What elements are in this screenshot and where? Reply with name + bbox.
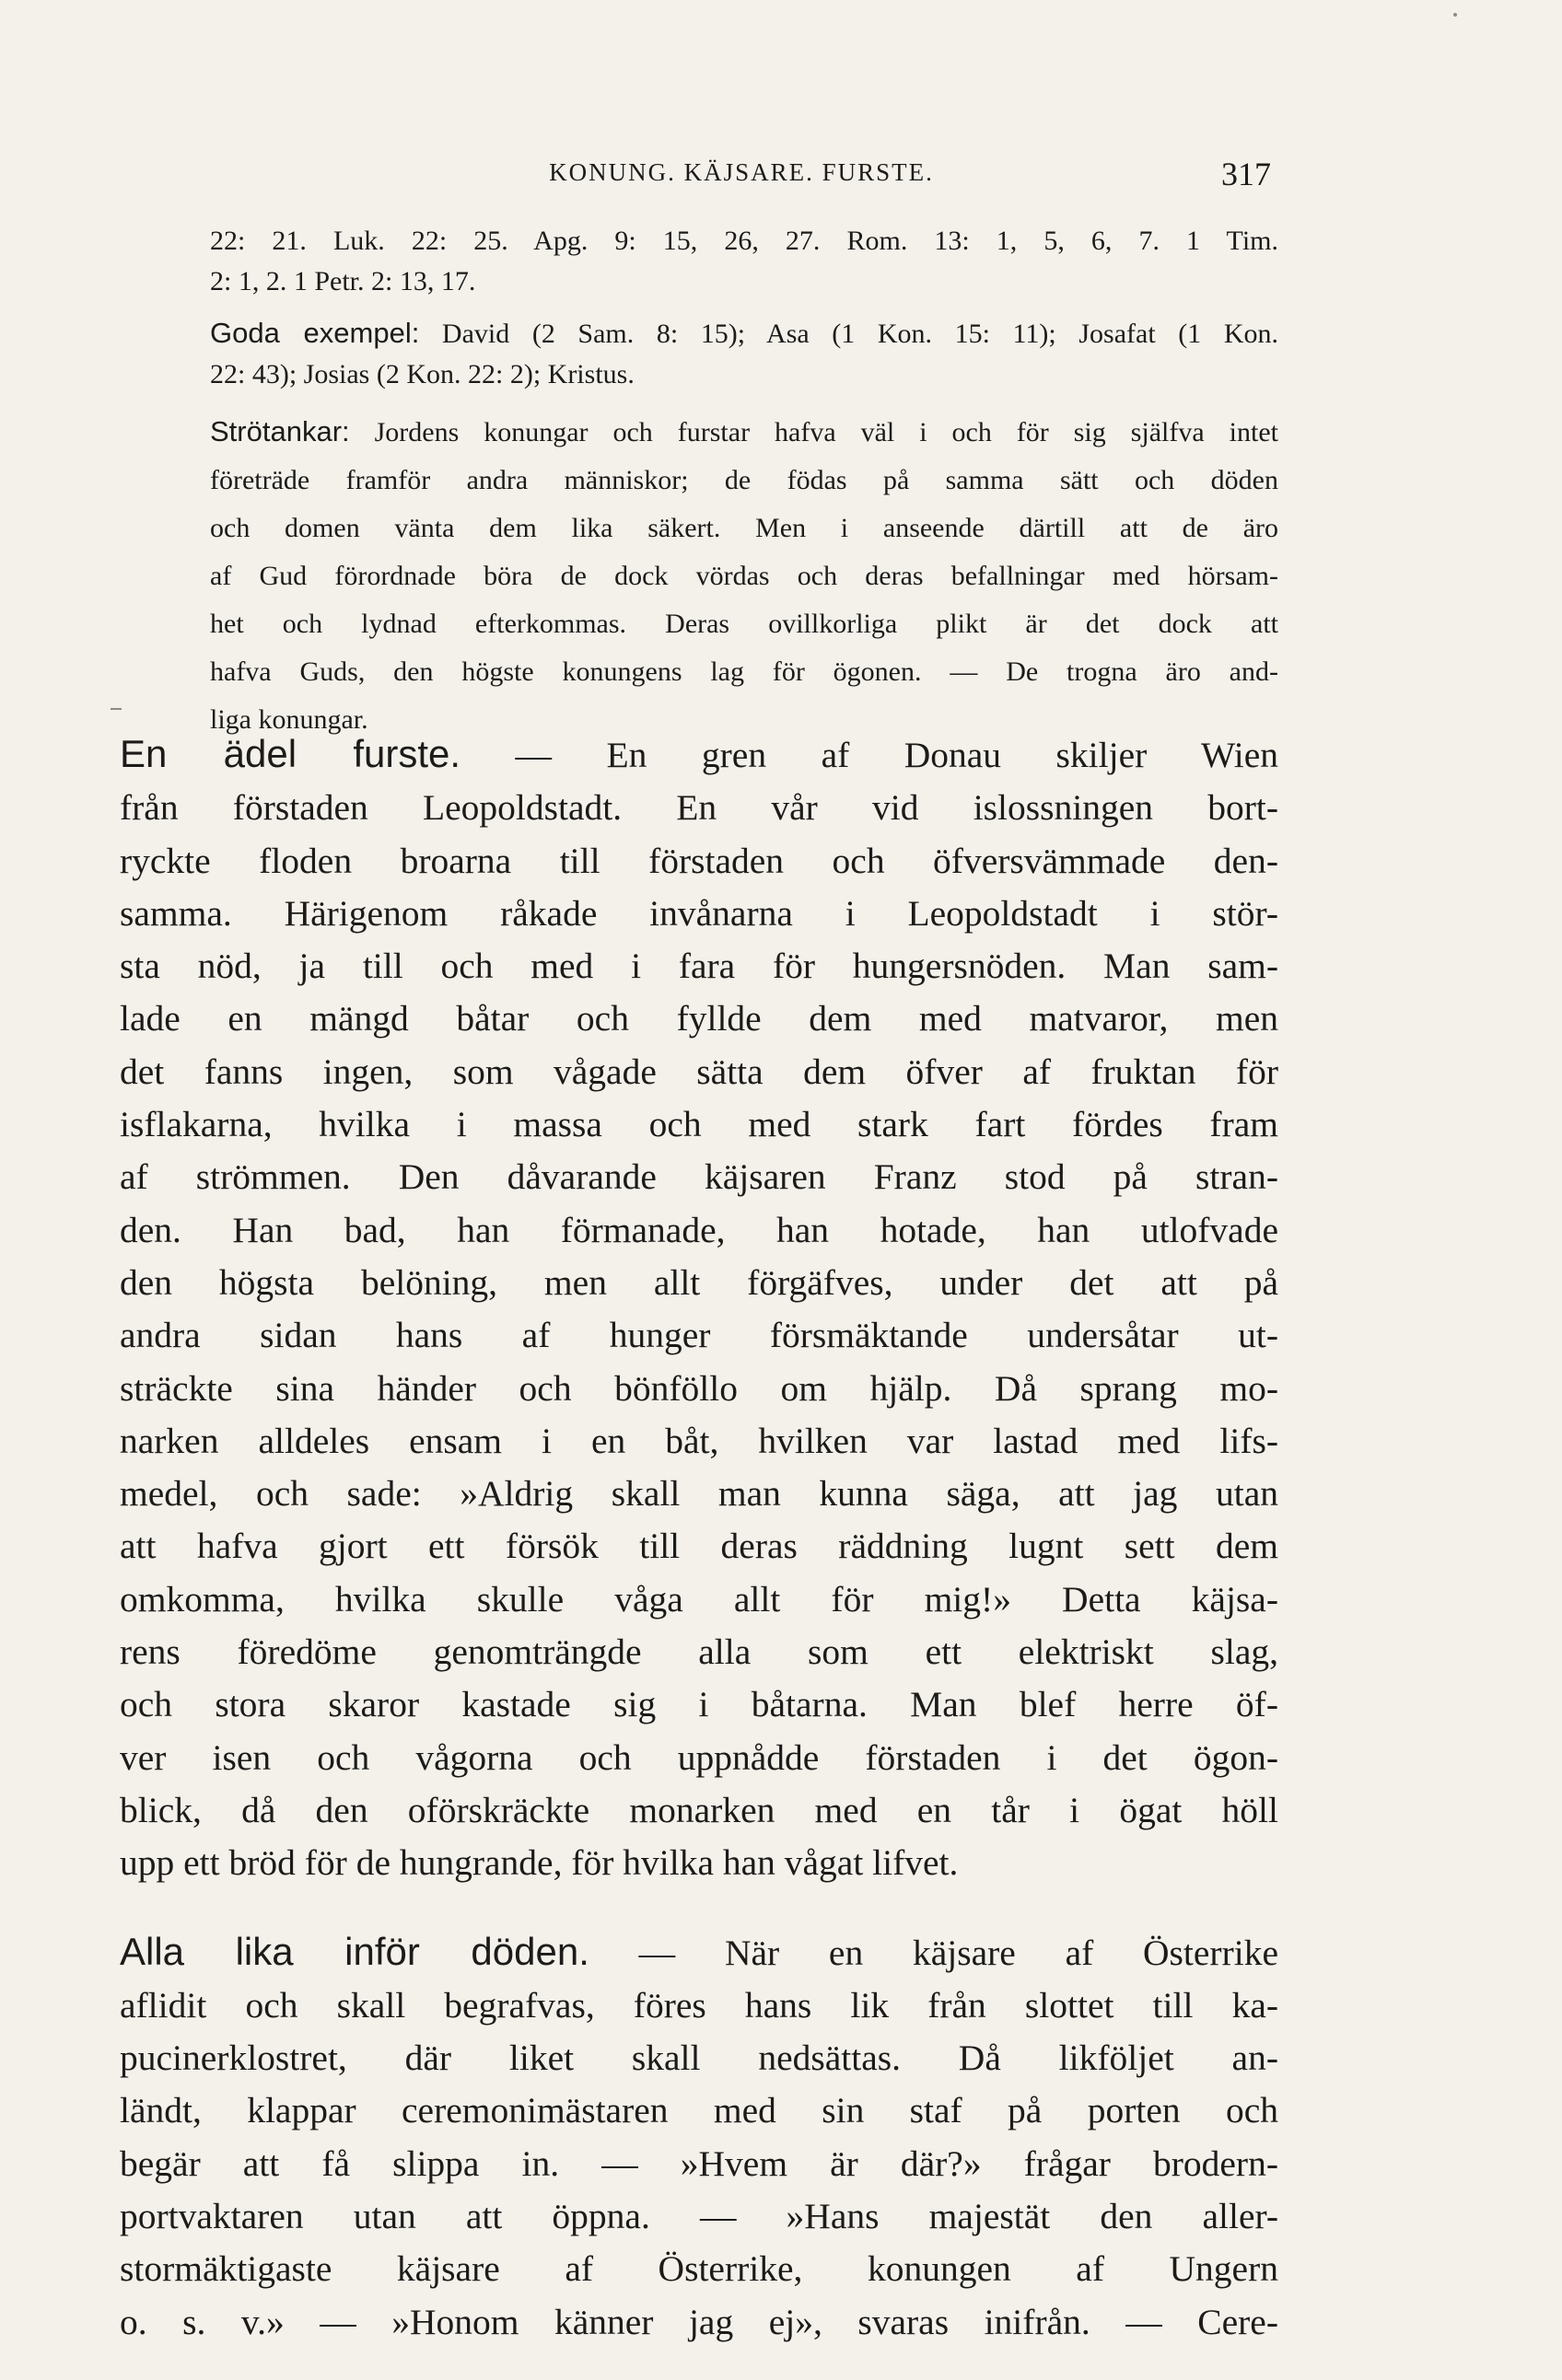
body-line: — När en käjsare af Österrike [589, 1932, 1278, 1973]
body-line: sta nöd, ja till och med i fara för hungersnöden. Man sam- [120, 946, 1278, 987]
body-line: o. s. v.» — »Honom känner jag ej», svaras inifrån. — Cere- [120, 2301, 1278, 2342]
body-line: upp ett bröd för de hungrande, för hvilka han vågat lifvet. [120, 1842, 959, 1884]
body-line: att hafva gjort ett försök till deras räddning lugnt sett dem [120, 1526, 1278, 1567]
section-heading: Alla lika inför döden. [120, 1929, 589, 1973]
body-line: af strömmen. Den dåvarande käjsaren Franz stod på stran- [120, 1156, 1278, 1198]
references-block [210, 221, 1278, 744]
body-line: från förstaden Leopoldstadt. En vår vid islossningen bort- [120, 787, 1278, 829]
stray-thoughts-label: Strötankar: [210, 415, 350, 447]
body-line: narken alldeles ensam i en båt, hvilken var lastad med lifs- [120, 1420, 1278, 1461]
thoughts-line: och domen vänta dem lika säkert. Men i anseende därtill att de äro [210, 513, 1278, 543]
thoughts-line: företräde framför andra människor; de födas på samma sätt och döden [210, 465, 1278, 495]
thoughts-line: hafva Guds, den högste konungens lag för ögonen. — De trogna äro and- [210, 656, 1278, 687]
running-title: KONUNG. KÄJSARE. FURSTE. [549, 158, 934, 186]
body-line: — En gren af Donau skiljer Wien [460, 735, 1279, 775]
good-examples-label: Goda exempel: [210, 317, 420, 349]
body-line: blick, då den oförskräckte monarken med en tår i ögat höll [120, 1789, 1278, 1830]
page-number: 317 [1221, 156, 1271, 192]
scripture-references [210, 221, 1278, 302]
body-line: det fanns ingen, som vågade sätta dem öfver af fruktan för [120, 1051, 1278, 1092]
stray-thoughts [210, 408, 1278, 744]
section-heading: En ädel furste. [120, 732, 461, 775]
body-line: pucinerklostret, där liket skall nedsättas. Då likföljet an- [120, 2038, 1278, 2079]
good-examples [210, 313, 1278, 395]
body-line: stormäktigaste käjsare af Österrike, konungen af Ungern [120, 2248, 1278, 2290]
page-speck [1453, 13, 1457, 17]
body-line: sträckte sina händer och bönföllo om hjälp. Då sprang mo- [120, 1367, 1278, 1409]
body-line: samma. Härigenom råkade invånarna i Leopoldstadt i stör- [120, 892, 1278, 934]
body-line: omkomma, hvilka skulle våga allt för mig!» Detta käjsa- [120, 1578, 1278, 1620]
thoughts-line: liga konungar. [210, 704, 368, 735]
body-line: aflidit och skall begrafvas, föres hans lik från slottet till ka- [120, 1984, 1278, 2026]
thoughts-line: het och lydnad efterkommas. Deras ovillkorliga plikt är det dock att [210, 609, 1278, 639]
margin-mark [111, 708, 122, 710]
body-line: isflakarna, hvilka i massa och med stark fart fördes fram [120, 1104, 1278, 1145]
thoughts-line: Jordens konungar och furstar hafva väl i och för sig själfva intet [349, 417, 1278, 447]
reference-line: 22: 21. Luk. 22: 25. Apg. 9: 15, 26, 27. Rom. 13: 1, 5, 6, 7. 1 Tim. [210, 226, 1278, 256]
body-line: andra sidan hans af hunger försmäktande undersåtar ut- [120, 1315, 1278, 1356]
main-text [120, 727, 1278, 2349]
body-line: begär att få slippa in. — »Hvem är där?» frågar brodern- [120, 2142, 1278, 2184]
examples-line: 22: 43); Josias (2 Kon. 22: 2); Kristus. [210, 359, 635, 389]
body-line: den. Han bad, han förmanade, han hotade, han utlofvade [120, 1209, 1278, 1250]
body-line: ryckte floden broarna till förstaden och öfversvämmade den- [120, 840, 1278, 881]
section-all-equal-before-death [120, 1925, 1278, 2349]
thoughts-line: af Gud förordnade böra de dock vördas och deras befallningar med hörsam- [210, 561, 1278, 591]
examples-line: David (2 Sam. 8: 15); Asa (1 Kon. 15: 11); Josafat (1 Kon. [419, 319, 1278, 349]
section-noble-prince [120, 727, 1278, 1890]
body-line: ländt, klappar ceremonimästaren med sin staf på porten och [120, 2090, 1278, 2131]
body-line: ver isen och vågorna och uppnådde förstaden i det ögon- [120, 1736, 1278, 1778]
reference-line: 2: 1, 2. 1 Petr. 2: 13, 17. [210, 266, 476, 296]
body-line: den högsta belöning, men allt förgäfves, under det att på [120, 1261, 1278, 1303]
body-line: medel, och sade: »Aldrig skall man kunna säga, att jag utan [120, 1473, 1278, 1515]
running-head [212, 155, 1271, 192]
body-line: lade en mängd båtar och fyllde dem med matvaror, men [120, 998, 1278, 1039]
body-line: portvaktaren utan att öppna. — »Hans majestät den aller- [120, 2196, 1278, 2237]
body-line: rens föredöme genomträngde alla som ett elektriskt slag, [120, 1631, 1278, 1673]
body-line: och stora skaror kastade sig i båtarna. Man blef herre öf- [120, 1684, 1278, 1725]
